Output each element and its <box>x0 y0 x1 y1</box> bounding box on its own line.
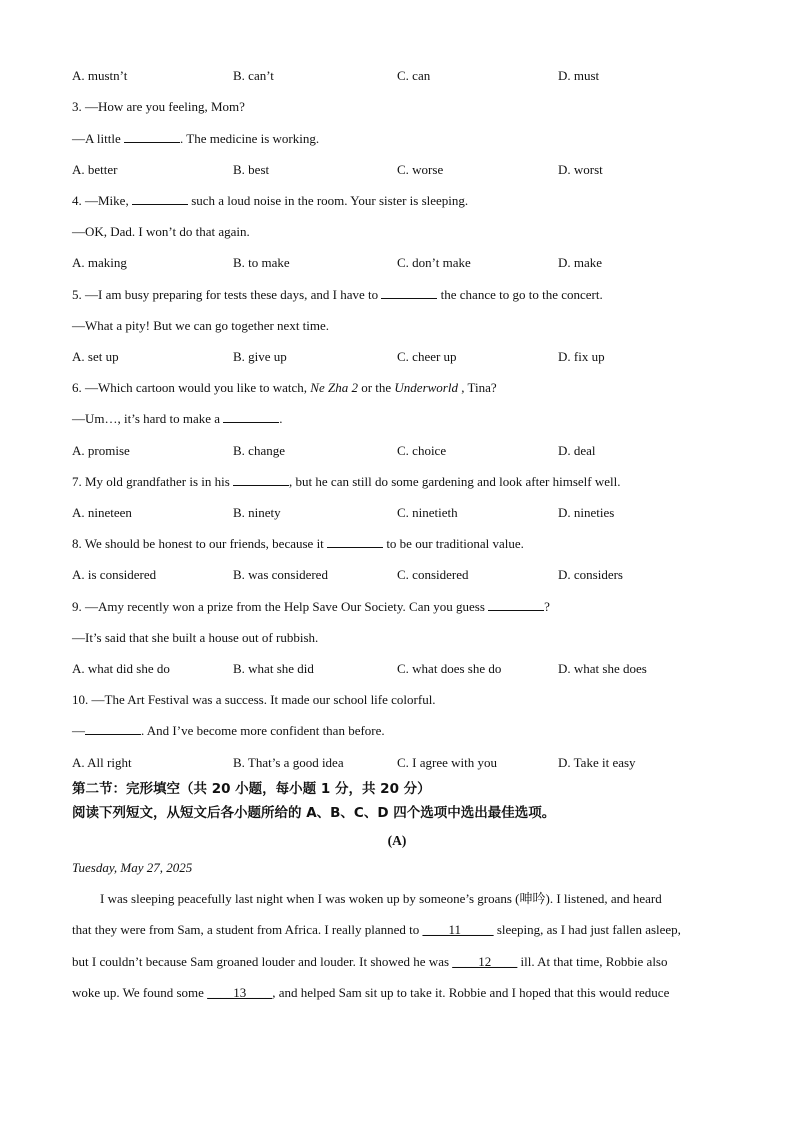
q5-option-b: B. give up <box>233 349 287 364</box>
q10-option-b: B. That’s a good idea <box>233 755 344 770</box>
q3-option-a: A. better <box>72 162 118 177</box>
q9-question <box>72 599 550 615</box>
q5-reply: —What a pity! But we can go together next time. <box>72 318 330 333</box>
q5-question <box>72 287 603 303</box>
q3-reply-start: —A little <box>72 131 124 146</box>
passage-date: Tuesday, May 27, 2025 <box>72 860 193 875</box>
q7-question <box>72 474 620 490</box>
q2-options <box>72 68 732 84</box>
q6-question <box>72 380 497 396</box>
passage-text: sleeping, as I had just fallen asleep, <box>493 922 681 937</box>
q10-options <box>72 755 732 771</box>
q8-question-start: 8. We should be honest to our friends, because it <box>72 536 328 551</box>
q9-reply: —It’s said that she built a house out of rubbish. <box>72 630 319 645</box>
passage-text: , and helped Sam sit up to take it. Robbie and I hoped that this would reduce <box>272 985 670 1000</box>
q2-option-b: B. can’t <box>233 68 274 83</box>
answer-blank <box>223 411 279 423</box>
q8-question <box>72 536 524 552</box>
q5-option-c: C. cheer up <box>397 349 457 364</box>
q3-option-b: B. best <box>233 162 270 177</box>
q9-option-c: C. what does she do <box>397 661 502 676</box>
answer-blank <box>132 193 188 205</box>
q7-question-end: , but he can still do some gardening and look after himself well. <box>289 474 621 489</box>
q4-option-a: A. making <box>72 255 127 270</box>
passage-line-2 <box>72 922 722 938</box>
q2-option-d: D. must <box>558 68 600 83</box>
q6-option-a: A. promise <box>72 443 130 458</box>
q4-option-b: B. to make <box>233 255 290 270</box>
q5-option-a: A. set up <box>72 349 119 364</box>
cartoon-title-1: Ne Zha 2 <box>310 380 358 395</box>
q10-reply-end: . And I’ve become more confident than before. <box>141 723 385 738</box>
q8-option-c: C. considered <box>397 567 469 582</box>
q10-option-a: A. All right <box>72 755 132 770</box>
q3-option-d: D. worst <box>558 162 603 177</box>
q9-options <box>72 661 732 677</box>
q9-question-start: 9. —Amy recently won a prize from the Help Save Our Society. Can you guess <box>72 599 489 614</box>
passage-text: that they were from Sam, a student from Africa. I really planned to <box>72 922 423 937</box>
q6-reply-end: . <box>279 411 283 426</box>
q7-question-start: 7. My old grandfather is in his <box>72 474 234 489</box>
blank-11: ____11_____ <box>422 922 494 937</box>
q6-question-mid: or the <box>357 380 395 395</box>
q6-reply <box>72 411 283 427</box>
blank-13: ____13____ <box>207 985 273 1000</box>
q7-option-b: B. ninety <box>233 505 281 520</box>
q6-question-end: , Tina? <box>457 380 497 395</box>
q10-reply <box>72 723 385 739</box>
q7-option-d: D. nineties <box>558 505 615 520</box>
q6-options <box>72 443 732 459</box>
q7-option-a: A. nineteen <box>72 505 132 520</box>
q10-reply-start: — <box>72 723 85 738</box>
passage-text: but I couldn’t because Sam groaned louder and louder. It showed he was <box>72 954 453 969</box>
q6-reply-start: —Um…, it’s hard to make a <box>72 411 224 426</box>
passage-label: (A) <box>387 833 407 848</box>
q10-option-d: D. Take it easy <box>558 755 636 770</box>
cartoon-title-2: Underworld <box>394 380 458 395</box>
answer-blank <box>381 287 437 299</box>
q6-option-d: D. deal <box>558 443 596 458</box>
q5-question-start: 5. —I am busy preparing for tests these days, and I have to <box>72 287 382 302</box>
blank-12: ____12____ <box>452 954 518 969</box>
answer-blank <box>327 536 383 548</box>
q2-option-c: C. can <box>397 68 431 83</box>
q6-option-c: C. choice <box>397 443 447 458</box>
q9-option-d: D. what she does <box>558 661 647 676</box>
q4-question-end: such a loud noise in the room. Your sister is sleeping. <box>187 193 469 208</box>
q4-question <box>72 193 468 209</box>
q3-reply-end: . The medicine is working. <box>180 131 320 146</box>
q8-options <box>72 567 732 583</box>
q9-option-a: A. what did she do <box>72 661 170 676</box>
q2-option-a: A. mustn’t <box>72 68 128 83</box>
passage-line-3 <box>72 954 722 970</box>
q4-reply: —OK, Dad. I won’t do that again. <box>72 224 250 239</box>
section-title: 第二节：完形填空（共 20 小题，每小题 1 分，共 20 分） <box>72 781 431 797</box>
q10-question: 10. —The Art Festival was a success. It made our school life colorful. <box>72 692 436 707</box>
q8-option-b: B. was considered <box>233 567 328 582</box>
q5-option-d: D. fix up <box>558 349 605 364</box>
q5-options <box>72 349 732 365</box>
q8-option-a: A. is considered <box>72 567 157 582</box>
q6-option-b: B. change <box>233 443 285 458</box>
q3-option-c: C. worse <box>397 162 444 177</box>
q5-question-end: the chance to go to the concert. <box>437 287 603 302</box>
q8-option-d: D. considers <box>558 567 623 582</box>
q3-options <box>72 162 732 178</box>
passage-text: woke up. We found some <box>72 985 208 1000</box>
q3-question: 3. —How are you feeling, Mom? <box>72 99 245 114</box>
answer-blank <box>124 131 180 143</box>
passage-line-1: I was sleeping peacefully last night when I was woken up by someone’s groans (呻吟). I listened, and heard <box>100 891 662 906</box>
q4-question-start: 4. —Mike, <box>72 193 132 208</box>
passage-line-4 <box>72 985 722 1001</box>
q9-option-b: B. what she did <box>233 661 314 676</box>
answer-blank <box>488 599 544 611</box>
q4-option-c: C. don’t make <box>397 255 471 270</box>
section-instruction: 阅读下列短文，从短文后各小题所给的 A、B、C、D 四个选项中选出最佳选项。 <box>72 805 556 821</box>
q3-reply <box>72 131 319 147</box>
q8-question-end: to be our traditional value. <box>383 536 524 551</box>
q4-options <box>72 255 732 271</box>
q7-options <box>72 505 732 521</box>
answer-blank <box>233 474 289 486</box>
q6-question-start: 6. —Which cartoon would you like to watch, <box>72 380 311 395</box>
answer-blank <box>85 723 141 735</box>
q4-option-d: D. make <box>558 255 603 270</box>
q9-question-end: ? <box>544 599 550 614</box>
q7-option-c: C. ninetieth <box>397 505 458 520</box>
passage-text: ill. At that time, Robbie also <box>517 954 668 969</box>
q10-option-c: C. I agree with you <box>397 755 498 770</box>
